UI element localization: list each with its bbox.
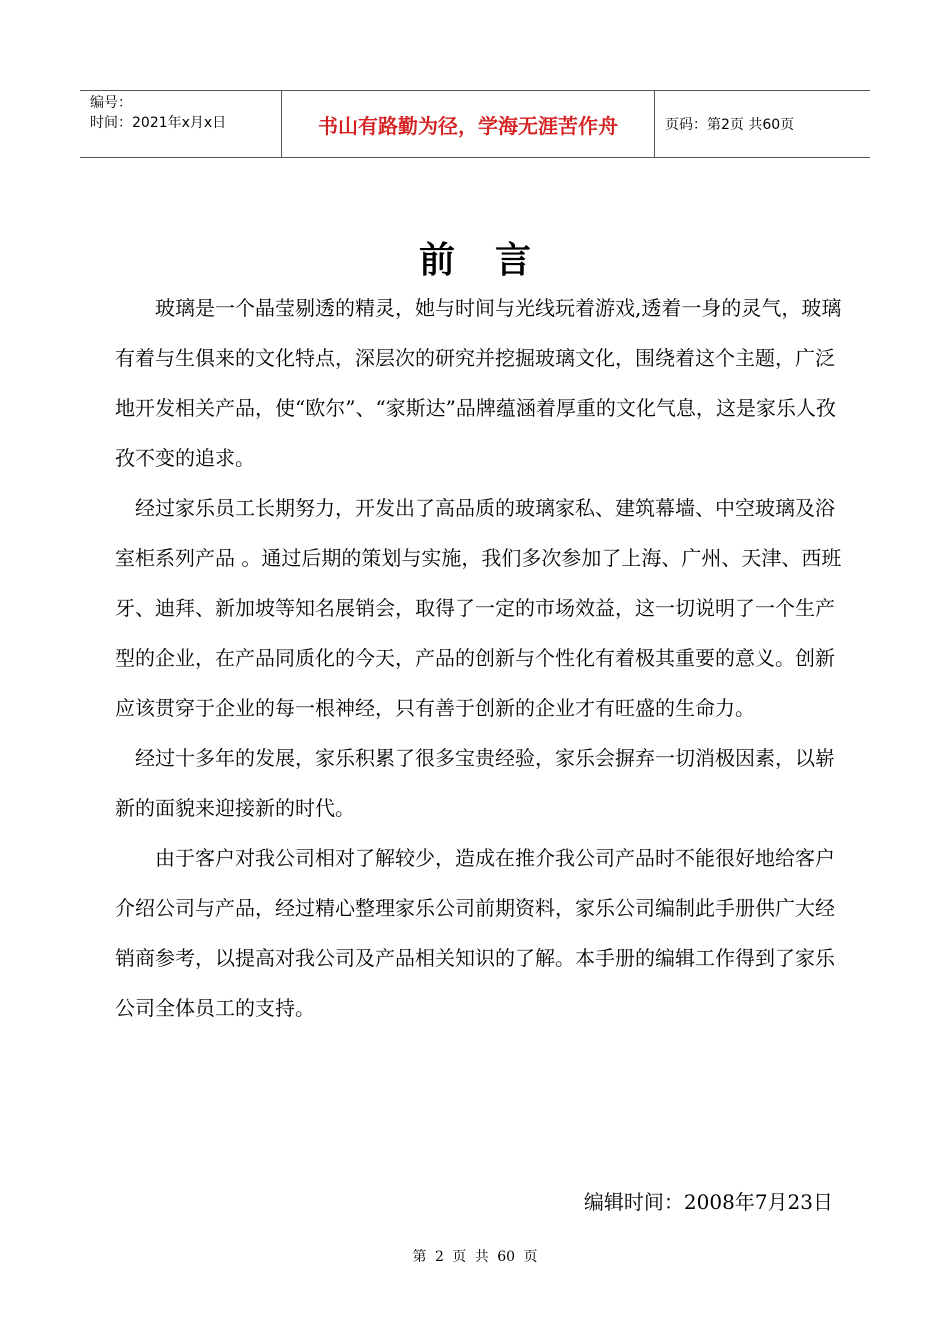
page-title: 前言 — [418, 240, 571, 281]
document-header — [80, 90, 870, 158]
serial-number-label: 编号： — [90, 95, 132, 111]
edit-date: 编辑时间：2008年7月23日 — [583, 1190, 833, 1214]
paragraph: 玻璃是一个晶莹剔透的精灵，她与时间与光线玩着游戏,透着一身的灵气，玻璃有着与生俱来的文化特点，深层次的研究并挖掘玻璃文化，围绕着这个主题，广泛地开发相关产品，使“欧尔”、“家斯达”品牌蕴涵着厚重的文化气息，这是家乐人孜孜不变的追求。 — [115, 296, 842, 470]
paragraph: 经过家乐员工长期努力，开发出了高品质的玻璃家私、建筑幕墙、中空玻璃及浴室柜系列产品 。通过后期的策划与实施，我们多次参加了上海、广州、天津、西班牙、迪拜、新加坡等知名展销会，取得了一定的市场效益，这一切说明了一个生产型的企业，在产品同质化的今天，产品的创新与个性化有着极其重要的意义。创新应该贯穿于企业的每一根神经，只有善于创新的企业才有旺盛的生命力。 — [115, 496, 842, 720]
header-motto: 书山有路勤为径，学海无涯苦作舟 — [281, 91, 655, 157]
paragraph: 由于客户对我公司相对了解较少，造成在推介我公司产品时不能很好地给客户介绍公司与产品，经过精心整理家乐公司前期资料，家乐公司编制此手册供广大经销商参考，以提高对我公司及产品相关知识的了解。本手册的编辑工作得到了家乐公司全体员工的支持。 — [115, 846, 835, 1020]
header-meta — [80, 91, 281, 157]
body-text — [115, 283, 845, 1033]
header-page-number: 页码：第2页 共60页 — [665, 117, 795, 133]
paragraph: 经过十多年的发展，家乐积累了很多宝贵经验，家乐会摒弃一切消极因素，以崭新的面貌来迎接新的时代。 — [115, 746, 835, 820]
page-footer: 第 2 页 共 60 页 — [412, 1249, 538, 1265]
date-label: 时间：2021年x月x日 — [90, 115, 227, 131]
